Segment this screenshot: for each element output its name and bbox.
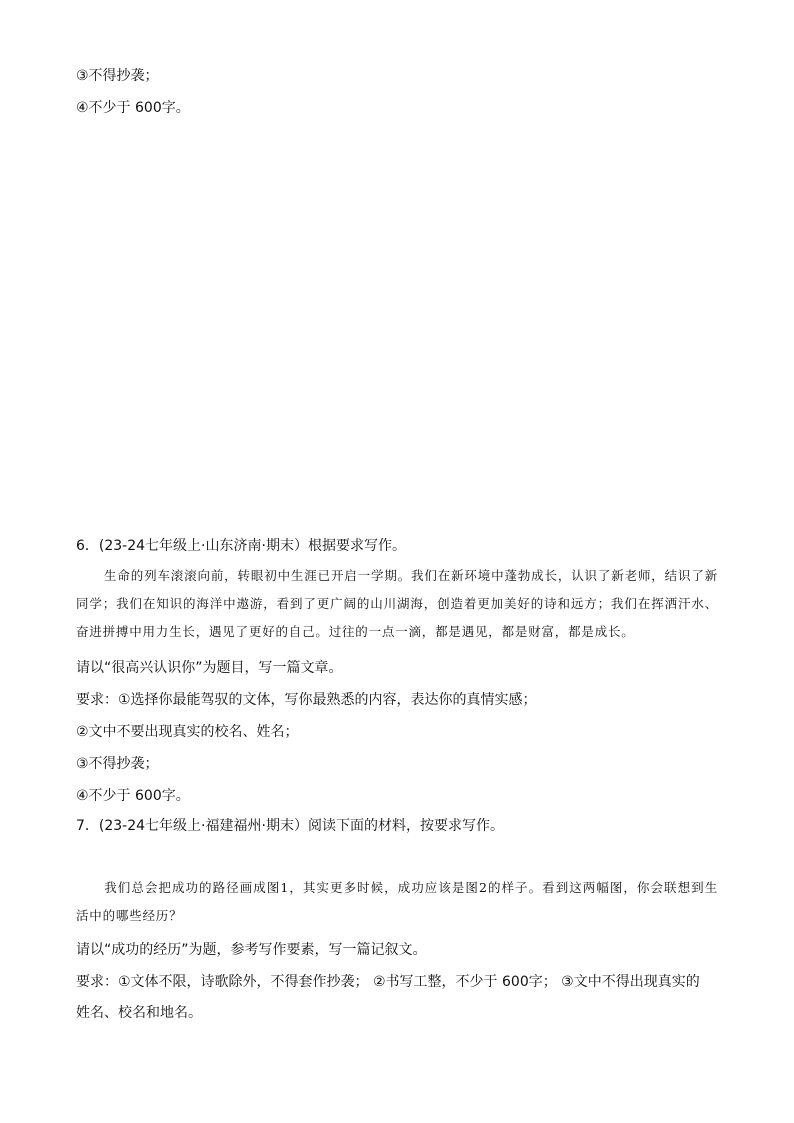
question-6-prompt: 请以“很高兴认识你”为题目，写一篇文章。	[76, 660, 343, 676]
question-7-prompt: 请以“成功的经历”为题，参考写作要素，写一篇记叙文。	[76, 942, 427, 958]
question-6-material-text: 生命的列车滚滚向前，转眼初中生涯已开启一学期。我们在新环境中蓬勃成长，认识了新老师，结识了新同学；我们在知识的海洋中遨游，看到了更广阔的山川湖海，创造着更加美好的诗和远方；我们在挥洒汗水、奋进拼搏中用力生长，遇见了更好的自己。过往的一点一滴，都是遇见，都是财富，都是成长。	[76, 568, 718, 639]
question-7-requirement-2: 姓名、校名和地名。	[76, 1005, 202, 1021]
question-6-requirement-3: ③不得抄袭；	[76, 756, 159, 772]
requirement-4: ④不少于 600字。	[76, 100, 190, 116]
question-7-requirement-1: 要求：①文体不限，诗歌除外，不得套作抄袭； ②书写工整，不少于 600字； ③文中不得出现真实的	[76, 974, 700, 990]
question-7-heading: 7．(23-24七年级上·福建福州·期末）阅读下面的材料，按要求写作。	[76, 818, 504, 834]
question-6-requirement-4: ④不少于 600字。	[76, 788, 190, 804]
question-6-heading: 6．(23-24七年级上·山东济南·期末）根据要求写作。	[76, 538, 406, 554]
question-6-requirement-1: 要求：①选择你最能驾驭的文体，写你最熟悉的内容，表达你的真情实感；	[76, 692, 537, 708]
requirement-3: ③不得抄袭；	[76, 68, 159, 84]
question-6-material	[76, 562, 718, 646]
question-7-material-text: 我们总会把成功的路径画成图1，其实更多时候，成功应该是图2的样子。看到这两幅图，你会联想到生活中的哪些经历？	[76, 880, 718, 923]
question-6-requirement-2: ②文中不要出现真实的校名、姓名；	[76, 724, 299, 740]
question-7-material	[76, 874, 718, 930]
